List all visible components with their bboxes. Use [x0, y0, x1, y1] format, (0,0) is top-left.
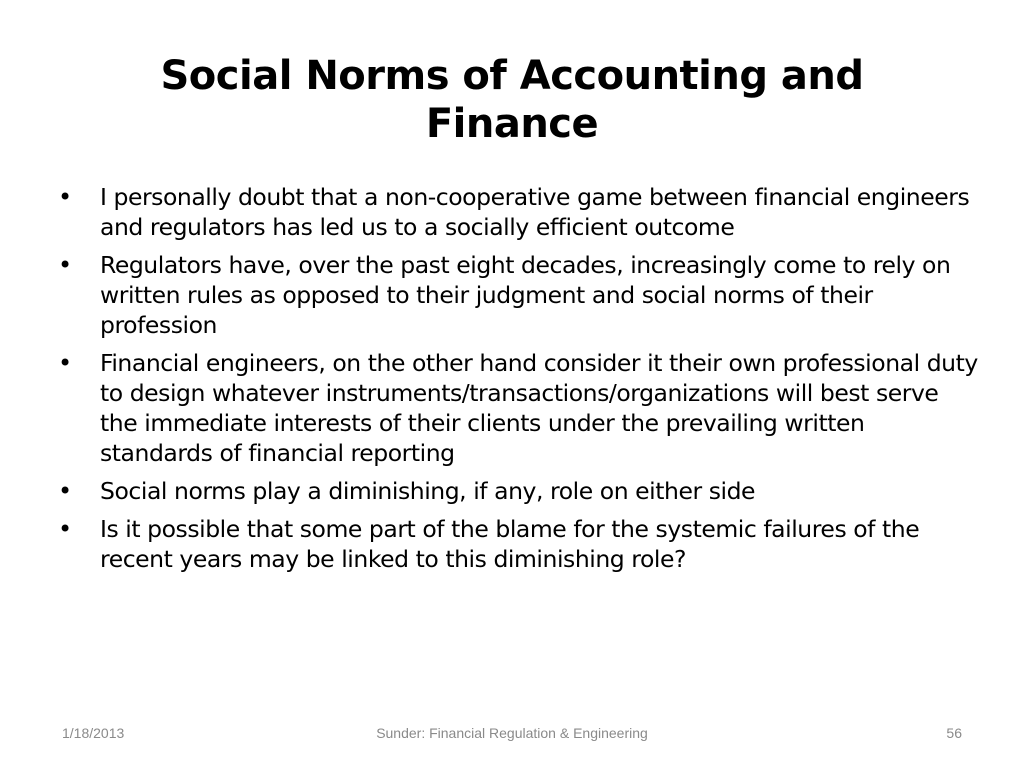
- bullet-marker-icon: •: [58, 477, 72, 505]
- bullet-marker-icon: •: [58, 515, 72, 543]
- slide-title: Social Norms of Accounting and Finance: [160, 53, 864, 147]
- bullet-text: I personally doubt that a non-cooperative game between financial engineers and regulators has led us to a socially efficient outcome: [100, 183, 970, 241]
- page-number: 56: [946, 725, 962, 741]
- bullet-text: Regulators have, over the past eight decades, increasingly come to rely on written rules as opposed to their judgment and social norms of their profession: [100, 251, 951, 339]
- bullet-text: Social norms play a diminishing, if any, role on either side: [100, 477, 756, 505]
- bullet-item: [58, 250, 978, 340]
- footer-title: Sunder: Financial Regulation & Engineering: [376, 725, 648, 741]
- bullet-list: [58, 182, 978, 582]
- bullet-marker-icon: •: [58, 183, 72, 211]
- bullet-marker-icon: •: [58, 349, 72, 377]
- bullet-item: [58, 476, 978, 506]
- bullet-text: Financial engineers, on the other hand consider it their own professional duty to design whatever instruments/transactions/organizations will best serve the immediate interests of their clients under the prevailing written standards of financial reporting: [100, 349, 978, 467]
- bullet-item: [58, 182, 978, 242]
- bullet-item: [58, 514, 978, 574]
- bullet-marker-icon: •: [58, 251, 72, 279]
- bullet-text: Is it possible that some part of the blame for the systemic failures of the recent years may be linked to this diminishing role?: [100, 515, 920, 573]
- footer-date: 1/18/2013: [62, 725, 125, 741]
- bullet-item: [58, 348, 978, 468]
